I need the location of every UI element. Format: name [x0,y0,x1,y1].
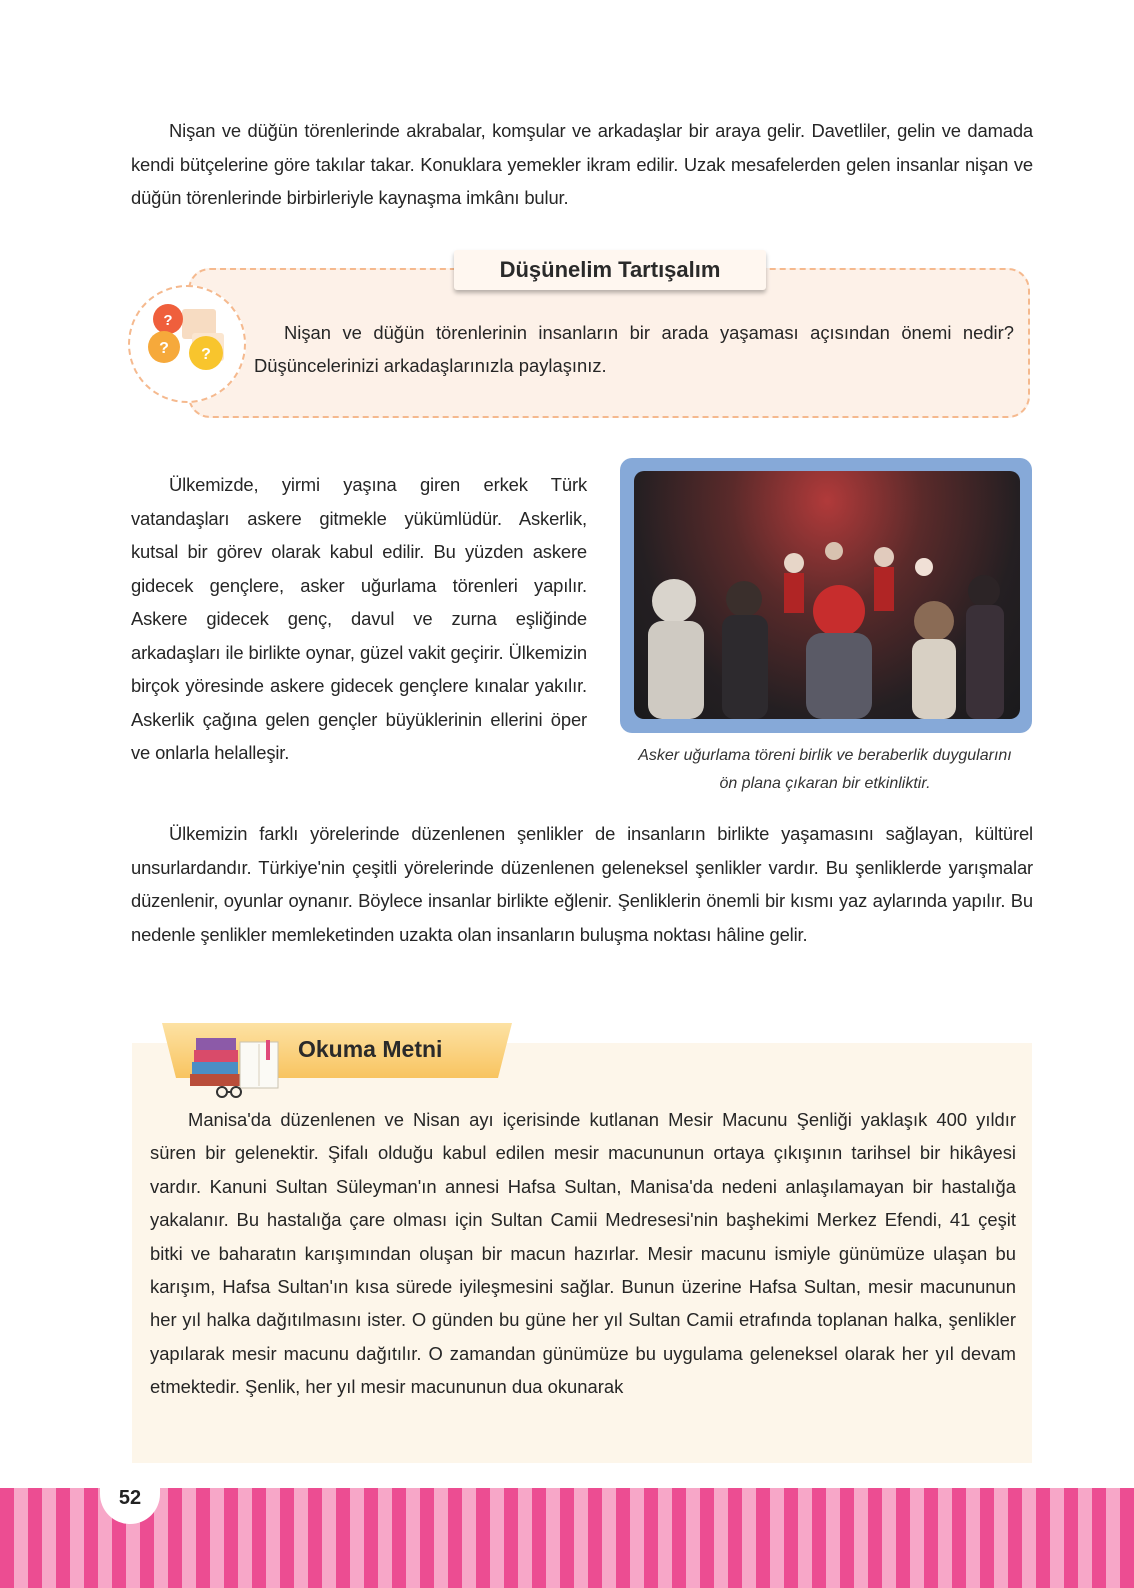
svg-text:?: ? [159,340,169,357]
svg-text:?: ? [201,346,211,363]
reading-text: Manisa'da düzenlenen ve Nisan ayı içerisinde kutlanan Mesir Macunu Şenliği yaklaşık 400 yıldır süren bir gelenektir. Şifalı olduğu kabul edilen mesir macununun ortaya çıkışının tarihsel bir hikâyesi vardır. Kanuni Sultan Süleyman'ın annesi Hafsa Sultan, Manisa'da nedeni anlaşılamayan bir hastalığa yakalanır. Bu hastalığa çare olması için Sultan Camii Medresesi'nin başhekimi Merkez Efendi, 41 çeşit bitki ve baharatın karışımından oluşan bir macun hazırlar. Mesir macunu ismiyle günümüze ulaşan bu karışım, Hafsa Sultan'ın kısa sürede iyileşmesini sağlar. Bunun üzerine Hafsa Sultan, mesir macununun her yıl halka dağıtılmasını ister. O günden bu güne her yıl Sultan Camii etrafında toplanan halka, şenlikler yapılarak mesir macunu dağıtılır. O zamandan günümüze bu uygulama geleneksel olarak her yıl devam etmektedir. Şenlik, her yıl mesir macununun dua okunarak [150,1109,1016,1398]
question-bubbles-icon [128,285,246,403]
reading-title: Okuma Metni [298,1036,443,1062]
discussion-title: Düşünelim Tartışalım [454,250,766,290]
page-number: 52 [100,1472,160,1524]
paragraph-engagement-ceremonies: Nişan ve düğün törenlerinde akrabalar, komşular ve arkadaşlar bir araya gelir. Davetliler, gelin ve damada kendi bütçelerine göre takılar takar. Konuklara yemekler ikram edilir. Uzak mesafelerden gelen insanlar nişan ve düğün törenlerinde birbirleriyle kaynaşma imkânı bulur. [131,120,1033,208]
footer-stripes [0,1488,1134,1588]
photo-caption: Asker uğurlama töreni birlik ve beraberlik duygularını ön plana çıkaran bir etkinliktir. [638,747,1012,792]
farewell-ceremony-photo [634,471,1020,719]
svg-text:?: ? [163,312,173,329]
books-icon [186,1030,286,1100]
paragraph-festivals: Ülkemizin farklı yörelerinde düzenlenen şenlikler de insanların birlikte yaşamasını sağlayan, kültürel unsurlardandır. Türkiye'nin çeşitli yörelerinde düzenlenen geleneksel şenlikler vardır. Bu şenliklerde yarışmalar düzenlenir, oyunlar oynanır. Böylece insanlar birlikte eğlenir. Şenliklerin önemli bir kısmı yaz aylarında yapılır. Bu nedenle şenlikler memleketinden uzakta olan insanların buluşma noktası hâline gelir. [131,823,1033,945]
discussion-question: Nişan ve düğün törenlerinin insanların bir arada yaşaması açısından önemi nedir? Düşüncelerinizi arkadaşlarınızla paylaşınız. [254,322,1014,376]
paragraph-military-farewell: Ülkemizde, yirmi yaşına giren erkek Türk vatandaşları askere gitmekle yükümlüdür. Askerlik, kutsal bir görev olarak kabul edilir. Bu yüzden askere gidecek gençlere, asker uğurlama törenleri yapılır. Askere gidecek genç, davul ve zurna eşliğinde arkadaşları ile birlikte oynar, güzel vakit geçirir. Ülkemizin birçok yöresinde askere gidecek gençlere kınalar yakılır. Askerlik çağına gelen gençler büyüklerinin ellerini öper ve onlarla helalleşir. [131,474,587,763]
